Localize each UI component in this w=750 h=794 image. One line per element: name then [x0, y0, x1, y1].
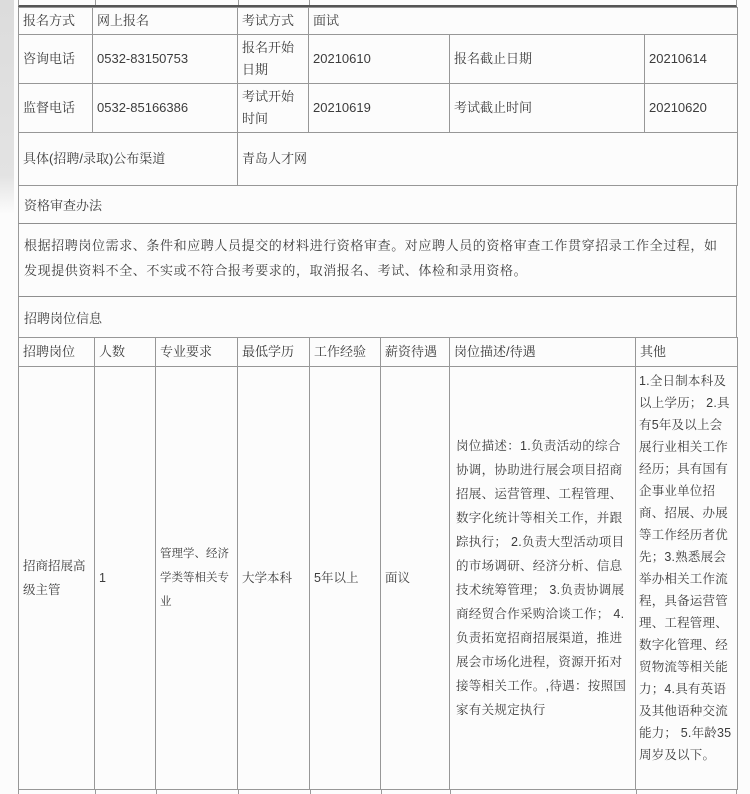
cell-consult-phone-label: 咨询电话 — [19, 35, 93, 84]
header-description: 岗位描述/待遇 — [450, 338, 636, 367]
cell-headcount: 1 — [95, 367, 156, 790]
table-row — [19, 35, 738, 84]
header-other: 其他 — [636, 338, 738, 367]
cell-exam-start-value: 20210619 — [309, 84, 450, 133]
exam-info-table — [18, 7, 738, 186]
table-row — [19, 133, 738, 186]
cell-supervise-phone-label: 监督电话 — [19, 84, 93, 133]
cell-major: 管理学、经济学类等相关专业 — [156, 367, 238, 790]
table-row — [19, 8, 738, 35]
positions-header-row — [19, 338, 738, 367]
grid-line — [450, 790, 451, 794]
cell-signup-start-value: 20210610 — [309, 35, 450, 84]
grid-line — [309, 0, 310, 5]
grid-line — [95, 790, 96, 794]
grid-line — [636, 790, 637, 794]
cell-signup-method-label: 报名方式 — [19, 8, 93, 35]
cell-signup-start-label: 报名开始日期 — [238, 35, 309, 84]
cell-signup-end-value: 20210614 — [645, 35, 738, 84]
header-headcount: 人数 — [95, 338, 156, 367]
cell-publish-channel-value: 青岛人才网 — [238, 133, 738, 186]
grid-line — [238, 790, 239, 794]
grid-line — [310, 790, 311, 794]
cell-exam-method-value: 面试 — [309, 8, 738, 35]
section-positions-title: 招聘岗位信息 — [18, 297, 737, 337]
cell-position-name: 招商招展高级主管 — [19, 367, 95, 790]
cell-exam-method-label: 考试方式 — [238, 8, 309, 35]
header-position: 招聘岗位 — [19, 338, 95, 367]
section-qualification-body: 根据招聘岗位需求、条件和应聘人员提交的材料进行资格审查。对应聘人员的资格审查工作贯穿招录工作全过程，如发现提供资料不全、不实或不符合报考要求的，取消报名、考试、体检和录用资格。 — [18, 224, 737, 297]
positions-table — [18, 337, 738, 790]
cutoff-row-top — [18, 0, 737, 7]
table-row — [19, 84, 738, 133]
grid-line — [95, 0, 96, 5]
page-edge-strip — [0, 0, 14, 214]
cell-description: 岗位描述：1.负责活动的综合协调，协助进行展会项目招商招展、运营管理、工程管理、数字化统计等相关工作，并跟踪执行； 2.负责大型活动项目的市场调研、经济分析、信息技术统筹管理； 3.负责协调展商经贸合作采购洽谈工作； 4.负责拓宽招商招展渠道，推进展会市场化进程，资源开拓对接等相关工作。,待遇：按照国家有关规定执行 — [450, 367, 636, 790]
cell-education: 大学本科 — [238, 367, 310, 790]
header-major: 专业要求 — [156, 338, 238, 367]
cell-exam-end-label: 考试截止时间 — [450, 84, 645, 133]
cell-other: 1.全日制本科及以上学历； 2.具有5年及以上会展行业相关工作经历；具有国有企事业单位招商、招展、办展等工作经历者优先；3.熟悉展会举办相关工作流程，具备运营管理、工程管理、数字化管理、经贸物流等相关能力；4.具有英语及其他语种交流能力； 5.年龄35周岁及以下。 — [636, 367, 738, 790]
cutoff-row-bottom — [18, 790, 737, 794]
section-qualification-title: 资格审查办法 — [18, 186, 737, 224]
recruitment-document — [18, 0, 737, 794]
grid-line — [238, 0, 239, 5]
cell-exam-end-value: 20210620 — [645, 84, 738, 133]
header-education: 最低学历 — [238, 338, 310, 367]
cell-supervise-phone-value: 0532-85166386 — [93, 84, 238, 133]
cell-consult-phone-value: 0532-83150753 — [93, 35, 238, 84]
grid-line — [156, 790, 157, 794]
cell-signup-method-value: 网上报名 — [93, 8, 238, 35]
position-row — [19, 367, 738, 790]
header-experience: 工作经验 — [310, 338, 381, 367]
cell-salary: 面议 — [381, 367, 450, 790]
cell-exam-start-label: 考试开始时间 — [238, 84, 309, 133]
cell-signup-end-label: 报名截止日期 — [450, 35, 645, 84]
cell-publish-channel-label: 具体(招聘/录取)公布渠道 — [19, 133, 238, 186]
header-salary: 薪资待遇 — [381, 338, 450, 367]
cell-experience: 5年以上 — [310, 367, 381, 790]
grid-line — [381, 790, 382, 794]
